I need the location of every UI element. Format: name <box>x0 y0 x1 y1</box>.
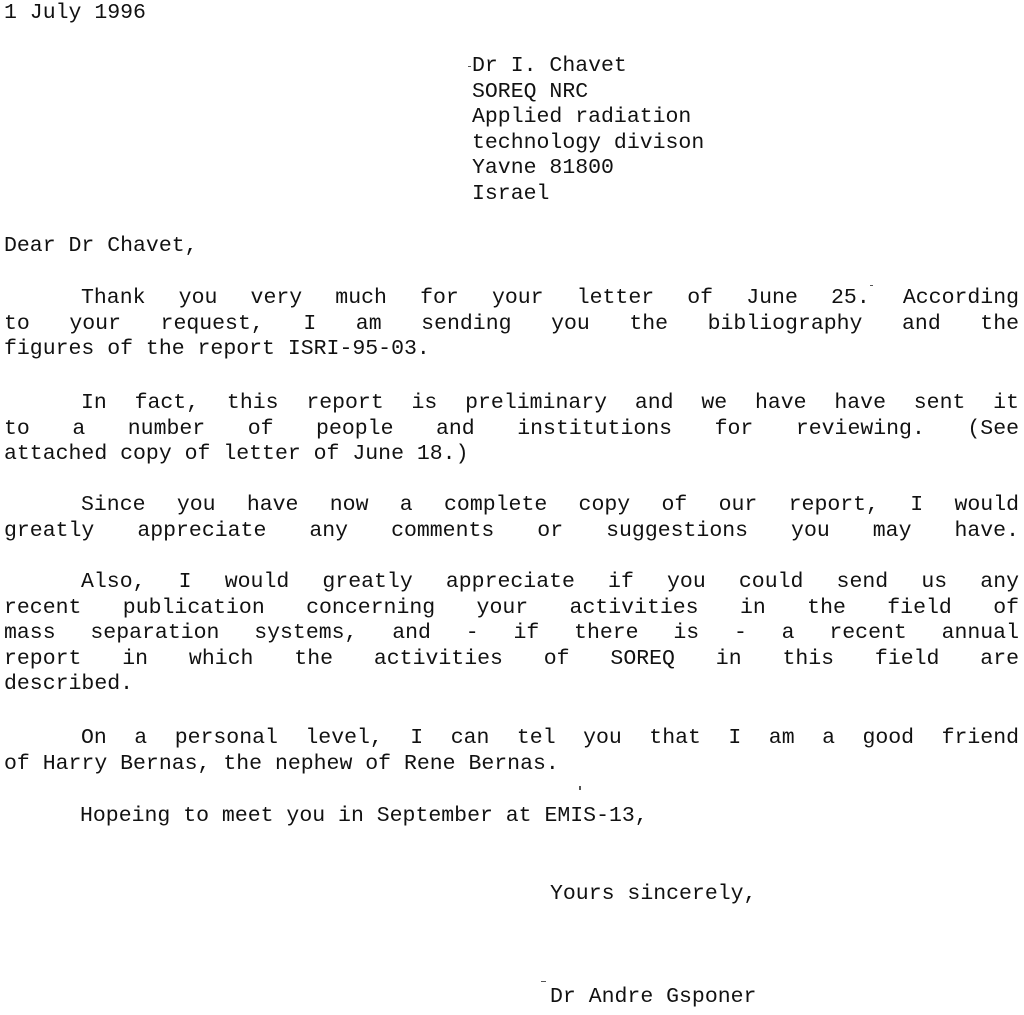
scan-speck <box>541 981 546 982</box>
paragraph-line: described. <box>4 672 134 696</box>
signature-name: Dr Andre Gsponer <box>550 985 757 1009</box>
recipient-name: Dr I. Chavet <box>472 54 627 78</box>
scan-speck <box>468 66 471 67</box>
paragraph-personal-note <box>4 726 1019 777</box>
paragraph-line: attached copy of letter of June 18.) <box>4 442 469 466</box>
paragraph-line: greatly appreciate any comments or suggestions you may have. <box>4 518 1019 543</box>
recipient-country: Israel <box>472 181 550 206</box>
scan-speck <box>870 285 873 286</box>
paragraph-line: to a number of people and institutions for reviewing. (See <box>4 416 1019 441</box>
paragraph-line: mass separation systems, and - if there is - a recent annual <box>4 621 1019 645</box>
paragraph-line: Since you have now a complete copy of our report, I would <box>81 493 1019 517</box>
recipient-department-line-2: technology divison <box>472 130 705 155</box>
paragraph-line: On a personal level, I can tel you that I am a good friend <box>81 726 1019 750</box>
paragraph-line: Also, I would greatly appreciate if you could send us any <box>81 570 1019 594</box>
salutation: Dear Dr Chavet, <box>4 234 198 258</box>
paragraph-report-status <box>4 391 1019 468</box>
recipient-city: Yavne 81800 <box>472 156 614 180</box>
recipient-department-line-1: Applied radiation <box>472 105 692 129</box>
closing-line: Hopeing to meet you in September at EMIS-13, <box>80 804 648 828</box>
letter-date: 1 July 1996 <box>4 1 146 25</box>
paragraph-line: Thank you very much for your letter of June 25. According <box>81 286 1019 310</box>
paragraph-line: recent publication concerning your activities in the field of <box>4 595 1019 620</box>
recipient-address <box>472 54 704 207</box>
paragraph-line: report in which the activities of SOREQ in this field are <box>4 646 1019 671</box>
paragraph-line: to your request, I am sending you the bibliography and the <box>4 311 1019 336</box>
paragraph-comments-request <box>4 493 1019 544</box>
paragraph-line: In fact, this report is preliminary and we have have sent it <box>81 391 1019 415</box>
paragraph-line: figures of the report ISRI-95-03. <box>4 337 430 361</box>
signoff: Yours sincerely, <box>550 882 757 906</box>
scan-speck <box>579 786 581 790</box>
paragraph-line: of Harry Bernas, the nephew of Rene Bernas. <box>4 751 559 776</box>
paragraph-publication-request <box>4 570 1019 698</box>
recipient-organization: SOREQ NRC <box>472 79 589 104</box>
paragraph-thanks <box>4 286 1019 363</box>
